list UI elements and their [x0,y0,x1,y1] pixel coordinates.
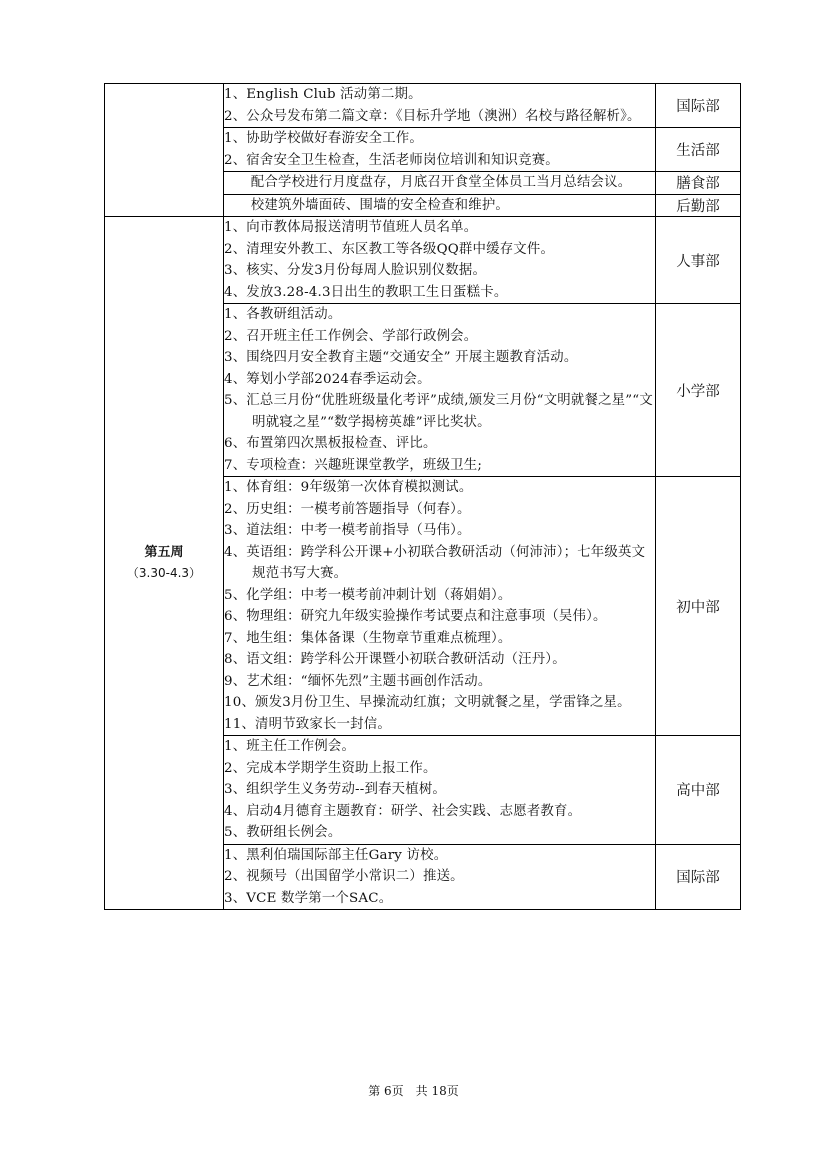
task-item: 4、发放3.28-4.3日出生的教职工生日蛋糕卡。 [224,284,508,300]
task-item: 6、物理组：研究九年级实验操作考试要点和注意事项（吴伟）。 [224,609,607,624]
task-content [224,304,656,477]
task-item: 1、向市教体局报送清明节值班人员名单。 [224,220,478,235]
task-item: 1、黑利伯瑞国际部主任Gary 访校。 [224,847,448,863]
task-content [224,477,656,736]
task-item: 2、公众号发布第二篇文章：《目标升学地（澳洲）名校与路径解析》。 [224,108,641,124]
page-footer: 第 6页 共 18页 [368,1084,459,1098]
schedule-table [104,83,741,910]
task-item: 3、核实、分发3月份每周人脸识别仪数据。 [224,263,487,278]
task-item: 1、English Club 活动第二期。 [224,87,422,102]
task-item: 3、道法组：中考一模考前指导（马伟）。 [224,523,471,538]
department-name: 小学部 [656,304,741,477]
task-item: 6、布置第四次黑板报检查、评比。 [224,436,437,451]
task-item: 5、教研组长例会。 [224,825,342,840]
department-name: 人事部 [656,217,741,304]
week-date-range: （3.30-4.3） [126,566,202,580]
task-item: 1、体育组：9年级第一次体育模拟测试。 [224,480,473,495]
task-item: 11、清明节致家长一封信。 [224,716,391,732]
task-item: 2、视频号（出国留学小常识二）推送。 [224,869,464,884]
week-cell [105,217,224,910]
task-item: 2、宿舍安全卫生检查，生活老师岗位培训和知识竞赛。 [224,152,559,168]
task-item: 3、VCE 数学第一个SAC。 [224,890,393,906]
task-item: 1、各教研组活动。 [224,307,342,322]
department-name: 膳食部 [656,172,741,195]
task-item: 8、语文组：跨学科公开课暨小初联合教研活动（汪丹）。 [224,652,566,667]
task-item: 4、英语组：跨学科公开课+小初联合教研活动（何沛沛）；七年级英文规范书写大赛。 [224,544,646,581]
task-item: 1、协助学校做好春游安全工作。 [224,131,423,146]
task-item: 3、组织学生义务劳动--到春天植树。 [224,782,447,797]
task-paragraph: 校建筑外墙面砖、围墙的安全检查和维护。 [250,197,510,213]
task-item: 4、启动4月德育主题教育：研学、社会实践、志愿者教育。 [224,803,582,819]
task-item: 2、历史组：一模考前答题指导（何春）。 [224,501,471,517]
table-row [105,84,741,128]
task-item: 1、班主任工作例会。 [224,739,356,754]
task-paragraph: 配合学校进行月度盘存，月底召开食堂全体员工当月总结会议。 [250,175,632,190]
department-name: 国际部 [656,84,741,128]
table-row [105,217,741,304]
task-content [224,84,656,128]
task-content [224,217,656,304]
task-item: 7、地生组：集体备课（生物章节重难点梳理）。 [224,630,512,646]
task-item: 2、完成本学期学生资助上报工作。 [224,760,437,776]
task-item: 5、汇总三月份“优胜班级量化考评”成绩,颁发三月份“文明就餐之星”“文明就寝之星”“数学揭榜英雄”评比奖状。 [224,393,653,430]
week-name: 第五周 [144,545,184,560]
task-content [224,194,656,217]
department-name: 后勤部 [656,194,741,217]
department-name: 初中部 [656,477,741,736]
task-content [224,128,656,172]
department-name: 国际部 [656,844,741,910]
task-item: 5、化学组：中考一模考前冲刺计划（蒋娟娟）。 [224,587,512,603]
task-item: 2、清理安外教工、东区教工等各级QQ群中缓存文件。 [224,241,555,257]
department-name: 生活部 [656,128,741,172]
task-content [224,844,656,910]
department-name: 高中部 [656,736,741,845]
task-item: 3、围绕四月安全教育主题“交通安全” 开展主题教育活动。 [224,350,578,365]
week-cell-empty [105,84,224,217]
task-item: 9、艺术组：“缅怀先烈”主题书画创作活动。 [224,673,492,689]
schedule-body [105,84,741,910]
task-content [224,736,656,845]
task-content [224,172,656,195]
task-item: 2、召开班主任工作例会、学部行政例会。 [224,328,478,344]
task-item: 7、专项检查：兴趣班课堂教学，班级卫生; [224,457,483,473]
task-item: 10、颁发3月份卫生、早操流动红旗；文明就餐之星，学雷锋之星。 [224,695,631,710]
task-item: 4、筹划小学部2024春季运动会。 [224,371,431,387]
